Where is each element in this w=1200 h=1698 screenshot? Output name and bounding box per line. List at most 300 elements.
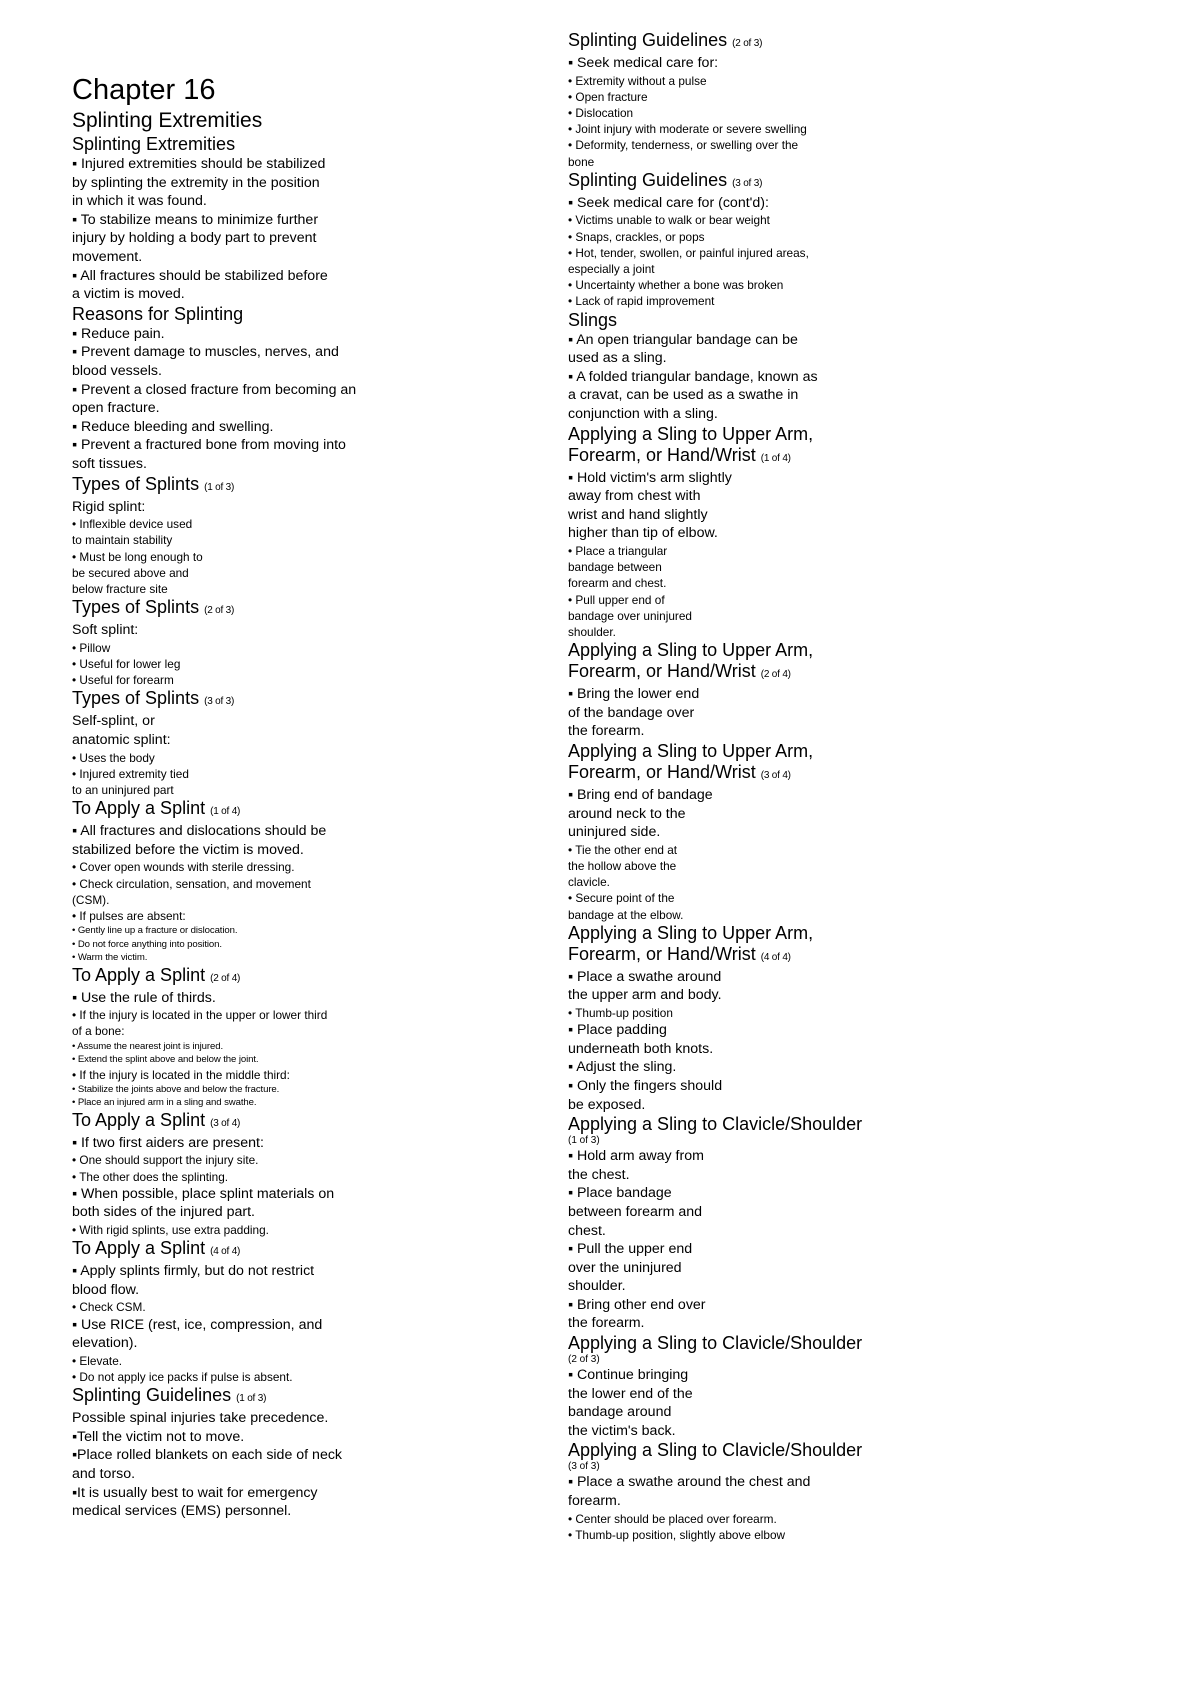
line-text: ▪ To stabilize means to minimize further: [72, 211, 319, 228]
text-line: [568, 805, 1038, 824]
line-text: Splinting Guidelines: [568, 169, 728, 190]
text-line: [72, 174, 492, 193]
text-line: [72, 876, 492, 892]
line-text: • One should support the injury site.: [72, 1153, 259, 1168]
line-text: bone: [568, 154, 595, 169]
text-line: [72, 1465, 492, 1484]
line-text: forearm and chest.: [568, 576, 667, 591]
text-line: [72, 436, 492, 455]
line-text: ▪It is usually best to wait for emergency: [72, 1484, 318, 1501]
heading-line: [568, 310, 1038, 331]
text-line: [568, 194, 1038, 213]
line-text: • Pillow: [72, 640, 111, 655]
line-text: bandage around: [568, 1404, 672, 1421]
line-text: ▪ Bring other end over: [568, 1296, 706, 1313]
text-line: [568, 907, 1038, 923]
line-text: movement.: [72, 248, 143, 265]
line-text: ▪ Place padding: [568, 1022, 667, 1039]
text-line: [72, 908, 492, 924]
line-text: • The other does the splinting.: [72, 1169, 229, 1184]
text-line: [72, 1134, 492, 1153]
line-text: Forearm, or Hand/Wrist: [568, 444, 756, 465]
line-text: To Apply a Splint: [72, 1238, 206, 1259]
line-text: Applying a Sling to Clavicle/Shoulder: [568, 1440, 863, 1461]
line-text: ▪ Use the rule of thirds.: [72, 989, 216, 1006]
text-line: [568, 1527, 1038, 1543]
text-line: [568, 1259, 1038, 1278]
line-text: ▪Tell the victim not to move.: [72, 1428, 245, 1445]
text-line: [72, 989, 492, 1008]
heading-line: [72, 474, 492, 498]
line-text: Chapter 16: [72, 74, 216, 106]
text-line: [568, 1314, 1038, 1333]
line-text: to an uninjured part: [72, 782, 174, 797]
line-text: • Dislocation: [568, 106, 634, 120]
text-line: [568, 722, 1038, 741]
text-line: [568, 575, 1038, 591]
text-line: [568, 1403, 1038, 1422]
heading-line: [72, 1238, 492, 1262]
line-text: injury by holding a body part to prevent: [72, 230, 317, 247]
left-column: [72, 72, 492, 1521]
text-line: [568, 968, 1038, 987]
line-text: Forearm, or Hand/Wrist: [568, 661, 756, 682]
line-text: To Apply a Splint: [72, 1109, 206, 1130]
line-text: used as a sling.: [568, 350, 667, 367]
line-text: • Must be long enough to: [72, 549, 203, 564]
line-text: conjunction with a sling.: [568, 406, 718, 422]
text-line: [72, 155, 492, 174]
text-line: [72, 1096, 492, 1110]
heading-line: [72, 1110, 492, 1134]
text-line: [72, 418, 492, 437]
text-line: [72, 381, 492, 400]
text-line: [568, 137, 1038, 153]
text-line: [568, 229, 1038, 245]
text-line: [72, 1023, 492, 1039]
text-line: [568, 986, 1038, 1005]
heading-line: [568, 762, 1038, 786]
heading-line: [72, 1385, 492, 1409]
text-line: [72, 565, 492, 581]
text-line: [72, 399, 492, 418]
text-line: [568, 1203, 1038, 1222]
text-line: [568, 1021, 1038, 1040]
line-text: ▪ Prevent a fractured bone from moving into: [72, 437, 346, 454]
line-text: • Open fracture: [568, 89, 648, 104]
text-line: [568, 54, 1038, 73]
line-text: ▪ Pull the upper end: [568, 1241, 693, 1258]
line-text: bandage over uninjured: [568, 608, 692, 623]
text-line: [72, 822, 492, 841]
line-text: around neck to the: [568, 805, 686, 822]
line-text: • If the injury is located in the upper or lower third: [72, 1008, 328, 1023]
text-line: [72, 581, 492, 597]
line-text: ▪ A folded triangular bandage, known as: [568, 368, 818, 385]
text-line: [72, 731, 492, 750]
text-line: [72, 1040, 492, 1054]
text-line: [72, 498, 492, 517]
line-text: by splinting the extremity in the position: [72, 174, 320, 191]
text-line: [72, 1428, 492, 1447]
heading-line: [568, 30, 1038, 54]
line-text: Rigid splint:: [72, 498, 146, 515]
line-text: ▪ Adjust the sling.: [568, 1059, 677, 1076]
heading-line: [568, 944, 1038, 968]
line-text: • Useful for lower leg: [72, 656, 181, 671]
line-text: Splinting Extremities: [72, 134, 236, 154]
line-text: Reasons for Splinting: [72, 303, 244, 324]
line-text: Splinting Guidelines: [72, 1385, 232, 1406]
line-text: bandage between: [568, 560, 662, 575]
text-line: [568, 261, 1038, 277]
text-line: [568, 842, 1038, 858]
text-line: [568, 1058, 1038, 1077]
line-text: (1 of 3): [568, 1135, 600, 1147]
text-line: [72, 1067, 492, 1083]
text-line: [72, 267, 492, 286]
line-text: ▪ Seek medical care for:: [568, 55, 719, 71]
text-line: [72, 362, 492, 381]
line-text: • Inflexible device used: [72, 517, 193, 532]
text-line: [72, 1316, 492, 1335]
line-text: a cravat, can be used as a swathe in: [568, 387, 799, 404]
line-text: • Elevate.: [72, 1353, 123, 1368]
line-text: shoulder.: [568, 624, 616, 639]
line-text: • Check circulation, sensation, and movement: [72, 876, 311, 891]
part-counter: (1 of 3): [204, 481, 235, 493]
line-text: ▪ Injured extremities should be stabilized: [72, 156, 326, 172]
text-line: [568, 685, 1038, 704]
heading-line: [568, 741, 1038, 762]
text-line: [568, 1005, 1038, 1021]
line-text: Types of Splints: [72, 688, 200, 709]
line-text: • Joint injury with moderate or severe swelling: [568, 122, 807, 137]
line-text: be exposed.: [568, 1096, 646, 1113]
text-line: [568, 1040, 1038, 1059]
line-text: • Warm the victim.: [72, 952, 148, 964]
line-text: Forearm, or Hand/Wrist: [568, 943, 756, 964]
text-line: [568, 1492, 1038, 1511]
line-text: • Thumb-up position: [568, 1005, 673, 1020]
heading-line: [72, 798, 492, 822]
text-line: [72, 1007, 492, 1023]
line-text: between forearm and: [568, 1203, 703, 1220]
text-line: [568, 1366, 1038, 1385]
text-line: [72, 1334, 492, 1353]
text-line: [72, 1203, 492, 1222]
text-line: [568, 704, 1038, 723]
line-text: Possible spinal injuries take precedence.: [72, 1410, 329, 1427]
part-counter: (2 of 3): [732, 38, 763, 49]
text-line: [568, 1166, 1038, 1185]
heading-line: [72, 72, 492, 108]
line-text: below fracture site: [72, 581, 168, 596]
line-text: ▪ Continue bringing: [568, 1367, 689, 1384]
line-text: ▪ When possible, place splint materials on: [72, 1185, 335, 1202]
text-line: [568, 1222, 1038, 1241]
line-text: • Stabilize the joints above and below the fracture.: [72, 1083, 280, 1095]
line-text: Splinting Guidelines: [568, 30, 728, 50]
line-text: clavicle.: [568, 875, 610, 890]
part-counter: (3 of 4): [760, 769, 791, 781]
text-line: [72, 1152, 492, 1168]
text-line: [568, 386, 1038, 405]
line-text: ▪ Hold arm away from: [568, 1148, 704, 1165]
text-line: [568, 543, 1038, 559]
line-text: Applying a Sling to Upper Arm,: [568, 740, 814, 761]
line-text: the chest.: [568, 1166, 630, 1183]
text-line: [72, 859, 492, 875]
text-line: [568, 1296, 1038, 1315]
line-text: Types of Splints: [72, 597, 200, 618]
part-counter: (1 of 4): [210, 806, 241, 818]
line-text: away from chest with: [568, 488, 701, 505]
text-line: [72, 248, 492, 267]
line-text: uninjured side.: [568, 824, 661, 841]
line-text: a victim is moved.: [72, 286, 185, 303]
text-line: [72, 841, 492, 860]
line-text: • Injured extremity tied: [72, 766, 189, 781]
text-line: [72, 325, 492, 344]
line-text: of a bone:: [72, 1024, 125, 1039]
line-text: • Tie the other end at: [568, 842, 678, 857]
heading-line: [72, 688, 492, 712]
line-text: the forearm.: [568, 723, 645, 740]
line-text: soft tissues.: [72, 455, 147, 472]
text-line: [72, 532, 492, 548]
text-line: [72, 549, 492, 565]
line-text: anatomic splint:: [72, 731, 171, 748]
text-line: [568, 368, 1038, 387]
part-counter: (4 of 4): [760, 951, 791, 963]
line-text: underneath both knots.: [568, 1040, 714, 1057]
text-line: [568, 245, 1038, 261]
part-counter: (3 of 4): [210, 1117, 241, 1129]
line-text: blood flow.: [72, 1281, 140, 1298]
text-line: [568, 1354, 1038, 1366]
text-line: [72, 1299, 492, 1315]
text-line: [72, 1169, 492, 1185]
line-text: ▪ Bring end of bandage: [568, 786, 713, 803]
line-text: Forearm, or Hand/Wrist: [568, 761, 756, 782]
text-line: [72, 1083, 492, 1097]
line-text: Slings: [568, 309, 618, 330]
line-text: (CSM).: [72, 892, 110, 907]
line-text: ▪ Only the fingers should: [568, 1077, 723, 1094]
text-line: [72, 1484, 492, 1503]
heading-line: [568, 424, 1038, 445]
line-text: forearm.: [568, 1493, 621, 1510]
line-text: • Hot, tender, swollen, or painful injured areas,: [568, 245, 809, 260]
line-text: • Cover open wounds with sterile dressing.: [72, 860, 295, 875]
text-line: [568, 1147, 1038, 1166]
part-counter: (2 of 4): [210, 972, 241, 984]
line-text: elevation).: [72, 1335, 138, 1352]
line-text: ▪ Bring the lower end: [568, 686, 700, 703]
text-line: [72, 766, 492, 782]
line-text: ▪ Place a swathe around: [568, 968, 722, 985]
part-counter: (1 of 4): [760, 452, 791, 464]
line-text: blood vessels.: [72, 362, 162, 379]
part-counter: (4 of 4): [210, 1246, 241, 1258]
line-text: ▪ Place bandage: [568, 1185, 672, 1202]
line-text: the forearm.: [568, 1315, 645, 1332]
text-line: [72, 782, 492, 798]
line-text: to maintain stability: [72, 533, 173, 548]
text-line: [72, 924, 492, 938]
line-text: ▪ Apply splints firmly, but do not restrict: [72, 1263, 315, 1280]
line-text: • Gently line up a fracture or dislocation.: [72, 925, 238, 937]
heading-line: [72, 108, 492, 134]
text-line: [568, 858, 1038, 874]
text-line: [568, 1511, 1038, 1527]
line-text: in which it was found.: [72, 193, 207, 210]
text-line: [72, 1409, 492, 1428]
line-text: • Lack of rapid improvement: [568, 294, 715, 309]
line-text: open fracture.: [72, 400, 160, 417]
line-text: ▪ Prevent damage to muscles, nerves, and: [72, 344, 339, 361]
line-text: and torso.: [72, 1465, 136, 1482]
line-text: To Apply a Splint: [72, 964, 206, 985]
line-text: • Assume the nearest joint is injured.: [72, 1040, 224, 1052]
line-text: • Do not apply ice packs if pulse is absent.: [72, 1369, 293, 1384]
heading-line: [568, 923, 1038, 944]
text-line: [568, 212, 1038, 228]
line-text: of the bandage over: [568, 704, 695, 721]
text-line: [568, 1473, 1038, 1492]
text-line: [72, 656, 492, 672]
line-text: wrist and hand slightly: [568, 506, 708, 523]
text-line: [568, 73, 1038, 89]
text-line: [568, 559, 1038, 575]
line-text: • Check CSM.: [72, 1300, 146, 1315]
line-text: ▪ If two first aiders are present:: [72, 1134, 264, 1151]
text-line: [72, 640, 492, 656]
line-text: • If the injury is located in the middle third:: [72, 1067, 290, 1082]
line-text: • Center should be placed over forearm.: [568, 1511, 777, 1526]
line-text: Self-splint, or: [72, 713, 155, 730]
line-text: • Uncertainty whether a bone was broken: [568, 278, 784, 293]
line-text: ▪ Place a swathe around the chest and: [568, 1474, 811, 1491]
line-text: ▪ Use RICE (rest, ice, compression, and: [72, 1316, 323, 1333]
line-text: Applying a Sling to Upper Arm,: [568, 922, 814, 943]
line-text: ▪ Hold victim's arm slightly: [568, 469, 732, 486]
line-text: Applying a Sling to Upper Arm,: [568, 423, 814, 444]
heading-line: [568, 445, 1038, 469]
line-text: Splinting Extremities: [72, 109, 263, 132]
line-text: ▪ All fractures and dislocations should be: [72, 823, 327, 840]
text-line: [72, 1369, 492, 1385]
text-line: [568, 331, 1038, 350]
text-line: [72, 229, 492, 248]
text-line: [72, 1053, 492, 1067]
line-text: ▪ Reduce pain.: [72, 325, 165, 342]
line-text: ▪ Seek medical care for (cont'd):: [568, 194, 769, 211]
line-text: • Pull upper end of: [568, 592, 665, 607]
part-counter: (2 of 3): [204, 605, 235, 617]
part-counter: (3 of 3): [204, 696, 235, 708]
line-text: Applying a Sling to Clavicle/Shoulder: [568, 1333, 863, 1354]
line-text: over the uninjured: [568, 1259, 682, 1276]
heading-line: [568, 661, 1038, 685]
text-line: [568, 121, 1038, 137]
text-line: [568, 487, 1038, 506]
line-text: • Extend the splint above and below the joint.: [72, 1054, 259, 1066]
line-text: especially a joint: [568, 262, 655, 277]
text-line: [568, 890, 1038, 906]
line-text: the victim's back.: [568, 1422, 676, 1439]
text-line: [72, 1222, 492, 1238]
line-text: higher than tip of elbow.: [568, 525, 718, 542]
heading-line: [568, 1440, 1038, 1461]
line-text: both sides of the injured part.: [72, 1204, 255, 1221]
text-line: [568, 293, 1038, 309]
heading-line: [72, 134, 492, 155]
text-line: [72, 750, 492, 766]
line-text: • If pulses are absent:: [72, 908, 186, 923]
line-text: be secured above and: [72, 565, 189, 580]
line-text: ▪Place rolled blankets on each side of neck: [72, 1447, 343, 1464]
text-line: [568, 1385, 1038, 1404]
line-text: • With rigid splints, use extra padding.: [72, 1223, 269, 1237]
text-line: [568, 608, 1038, 624]
line-text: chest.: [568, 1222, 606, 1239]
line-text: • Deformity, tenderness, or swelling over the: [568, 138, 799, 153]
part-counter: (3 of 3): [732, 177, 763, 189]
text-line: [72, 1446, 492, 1465]
line-text: • Place a triangular: [568, 543, 668, 558]
heading-line: [568, 1333, 1038, 1354]
line-text: the upper arm and body.: [568, 987, 722, 1004]
line-text: To Apply a Splint: [72, 798, 206, 819]
line-text: • Uses the body: [72, 750, 155, 765]
line-text: • Secure point of the: [568, 891, 675, 906]
text-line: [72, 1281, 492, 1300]
line-text: the lower end of the: [568, 1385, 693, 1402]
line-text: • Victims unable to walk or bear weight: [568, 213, 770, 228]
text-line: [72, 192, 492, 211]
line-text: (2 of 3): [568, 1354, 600, 1366]
text-line: [568, 1422, 1038, 1441]
text-line: [568, 592, 1038, 608]
line-text: (3 of 3): [568, 1461, 600, 1473]
text-line: [568, 105, 1038, 121]
text-line: [568, 823, 1038, 842]
line-text: the hollow above the: [568, 858, 677, 873]
text-line: [568, 1184, 1038, 1203]
text-line: [72, 285, 492, 304]
right-column: [568, 30, 1038, 1543]
line-text: • Snaps, crackles, or pops: [568, 229, 705, 244]
text-line: [568, 349, 1038, 368]
text-line: [72, 938, 492, 952]
text-line: [568, 1135, 1038, 1147]
text-line: [568, 1096, 1038, 1115]
line-text: ▪ Prevent a closed fracture from becoming an: [72, 381, 357, 398]
text-line: [568, 786, 1038, 805]
text-line: [568, 1077, 1038, 1096]
line-text: bandage at the elbow.: [568, 907, 684, 922]
line-text: shoulder.: [568, 1278, 626, 1295]
line-text: ▪ An open triangular bandage can be: [568, 331, 798, 348]
line-text: • Do not force anything into position.: [72, 938, 222, 950]
line-text: • Extremity without a pulse: [568, 73, 707, 88]
line-text: ▪ All fractures should be stabilized before: [72, 267, 328, 284]
line-text: • Useful for forearm: [72, 673, 174, 688]
heading-line: [568, 1114, 1038, 1135]
heading-line: [72, 597, 492, 621]
